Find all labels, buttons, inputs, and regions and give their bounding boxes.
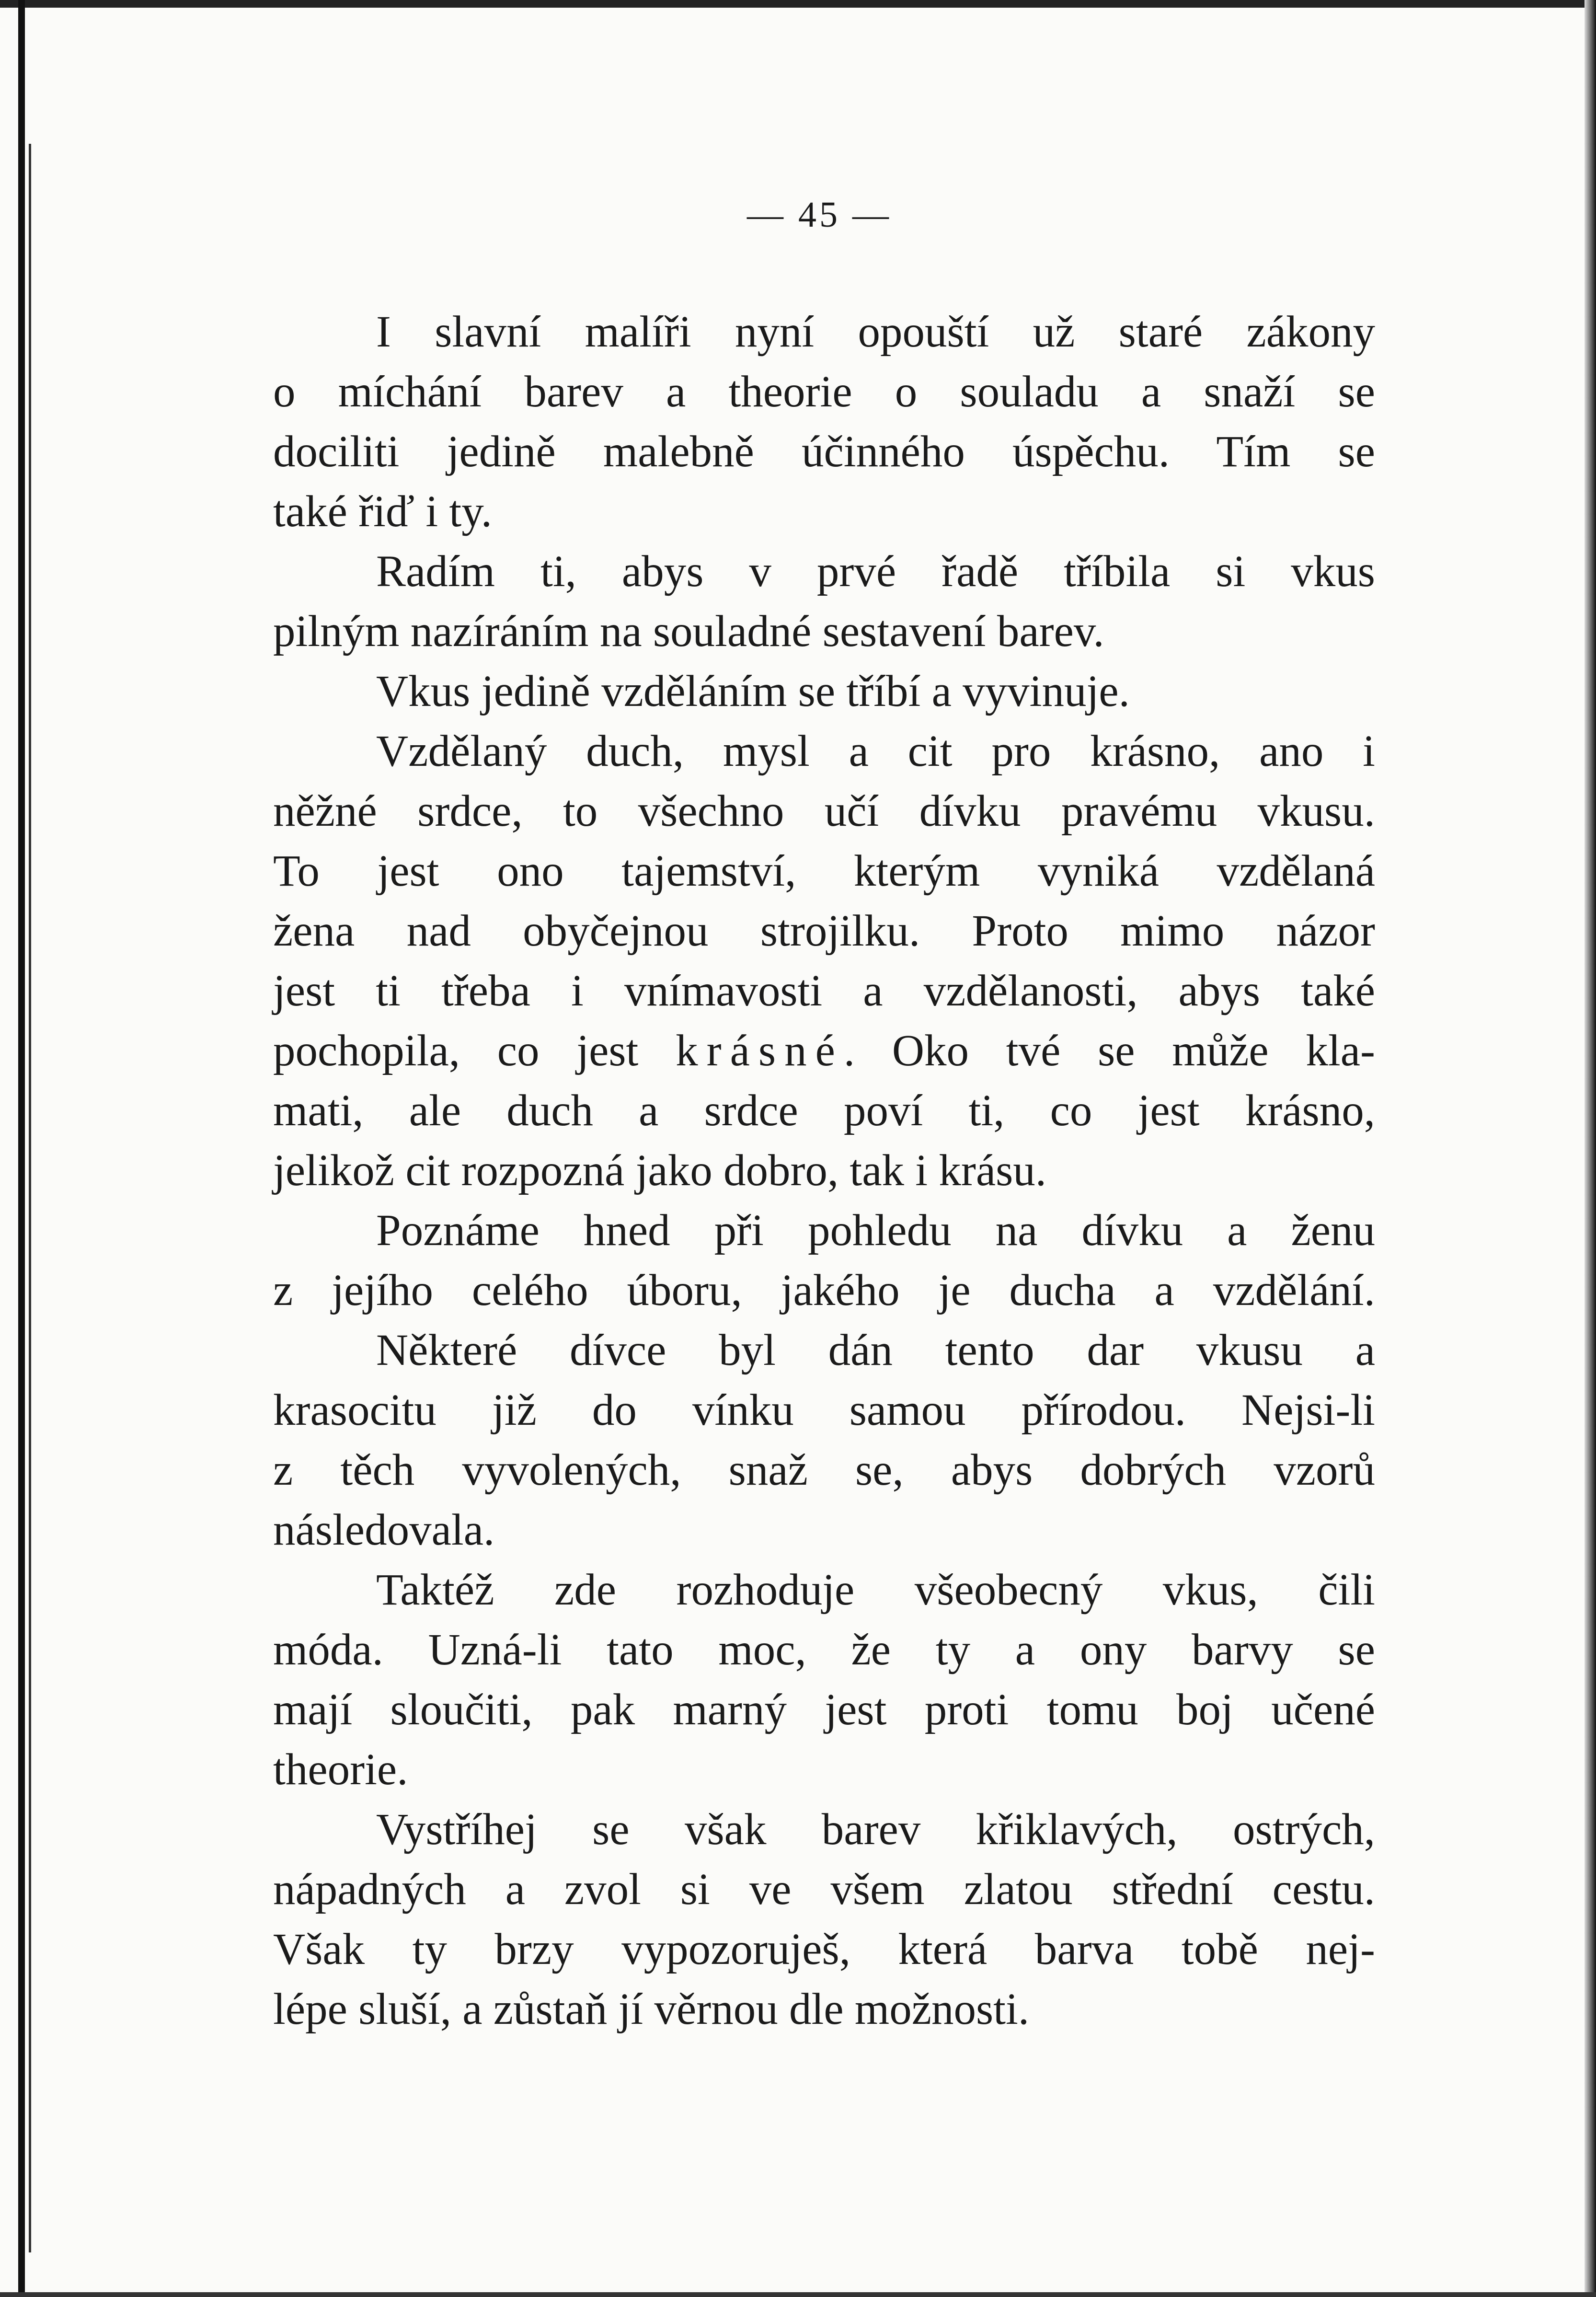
text-line: z jejího celého úboru, jakého je ducha a vzdělání. [273,1266,1375,1315]
text-line: Taktéž zde rozhoduje všeobecný vkus, čili [376,1565,1375,1615]
text-line: To jest ono tajemství, kterým vyniká vzdělaná [273,846,1375,896]
text-line: Vkus jedině vzděláním se tříbí a vyvinuje. [376,667,1130,716]
text-line: Radím ti, abys v prvé řadě tříbila si vkus [376,547,1375,596]
scan-top-edge [0,0,1596,8]
text-line: také řiď i ty. [273,487,492,536]
text-line: z těch vyvolených, snaž se, abys dobrých vzorů [273,1445,1375,1495]
text-line: následovala. [273,1505,495,1555]
text-line: žena nad obyčejnou strojilku. Proto mimo názor [273,906,1375,956]
text-line: theorie. [273,1745,408,1794]
page-number: — 45 — [747,195,892,235]
text-line: Některé dívce byl dán tento dar vkusu a [376,1326,1375,1375]
text-line: móda. Uzná-li tato moc, že ty a ony barvy se [273,1625,1375,1674]
text-line: dociliti jedině malebně účinného úspěchu. Tím se [273,427,1375,476]
text-line: pilným nazíráním na souladné sestavení barev. [273,607,1104,656]
text-line: mati, ale duch a srdce poví ti, co jest krásno, [273,1086,1375,1135]
text-line: I slavní malíři nyní opouští už staré zákony [376,307,1375,357]
emphasized-word: krásné [676,1026,844,1075]
text-line: Poznáme hned při pohledu na dívku a ženu [376,1206,1375,1255]
text-line: mají sloučiti, pak marný jest proti tomu boj učené [273,1685,1375,1734]
text-line: lépe sluší, a zůstaň jí věrnou dle možnosti. [273,1985,1030,2034]
binding-line [29,144,31,2252]
scan-bottom-edge [0,2292,1596,2297]
text-line: o míchání barev a theorie o souladu a snaží se [273,367,1375,416]
body-text [273,302,1375,2039]
text-line: Vzdělaný duch, mysl a cit pro krásno, ano i [376,727,1375,776]
text-segment: . Oko tvé se může kla- [843,1026,1375,1075]
scan-right-edge [1585,0,1596,2297]
text-line [273,1021,1375,1081]
text-segment: pochopila, co jest [273,1026,639,1075]
text-line: jelikož cit rozpozná jako dobro, tak i krásu. [273,1146,1047,1195]
text-line: nápadných a zvol si ve všem zlatou střední cestu. [273,1865,1375,1914]
text-line: něžné srdce, to všechno učí dívku pravému vkusu. [273,786,1375,836]
binding-shadow [18,0,25,2297]
text-line: Však ty brzy vypozoruješ, která barva tobě nej- [273,1925,1375,1974]
text-line: krasocitu již do vínku samou přírodou. Nejsi-li [273,1385,1375,1435]
text-line: jest ti třeba i vnímavosti a vzdělanosti, abys také [273,966,1375,1016]
text-line: Vystříhej se však barev křiklavých, ostrých, [376,1805,1375,1854]
